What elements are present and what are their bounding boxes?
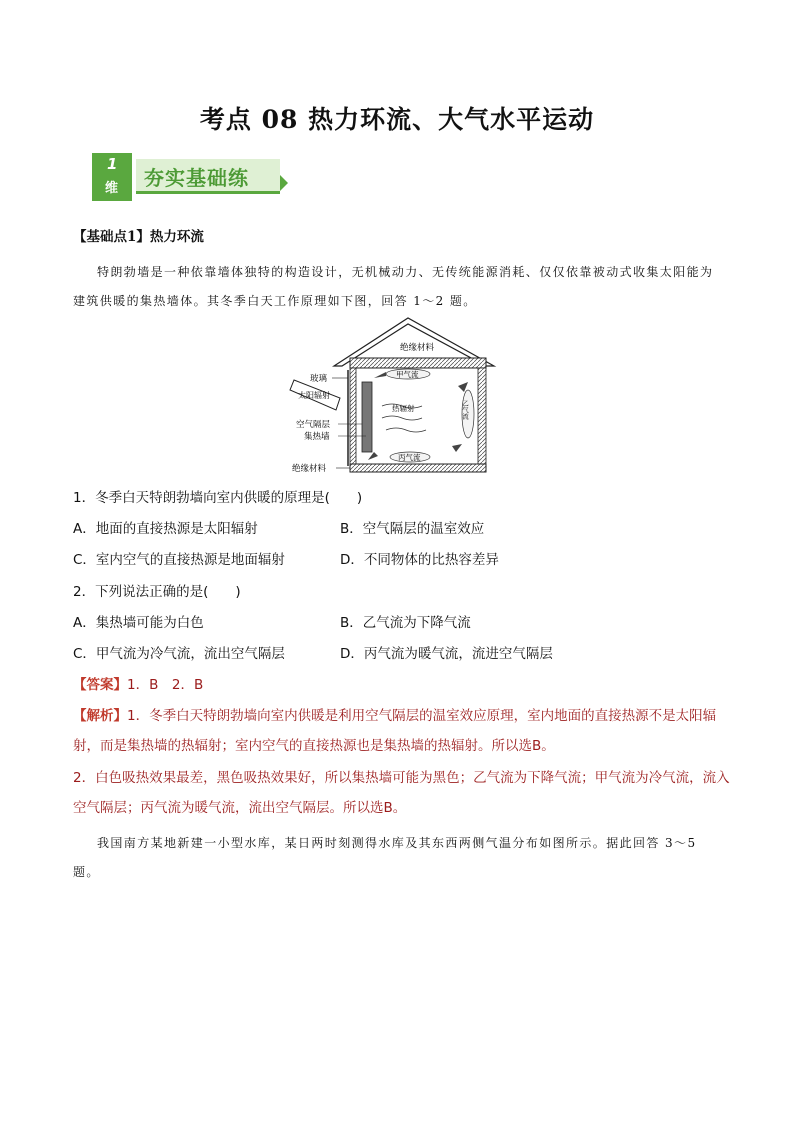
q2-option-d: D．丙气流为暖气流，流进空气隔层 — [340, 646, 553, 662]
answer-line — [73, 673, 203, 693]
q2-option-a: A．集热墙可能为白色 — [73, 615, 204, 631]
q1-stem: 1．冬季白天特朗勃墙向室内供暖的原理是( ) — [73, 490, 363, 506]
label-glass: 玻璃 — [310, 374, 328, 384]
label-heat-radiation: 热辐射 — [392, 404, 415, 413]
badge-number: 1 — [107, 155, 118, 173]
analysis-p1 — [73, 701, 733, 761]
analysis-tag: 【解析】 — [73, 708, 127, 724]
banner-badge — [92, 153, 132, 201]
badge-unit: 维 — [105, 181, 119, 196]
q2-stem: 2．下列说法正确的是( ) — [73, 584, 241, 600]
label-jia-flow: 甲气流 — [396, 370, 419, 379]
q1-option-d: D．不同物体的比热容差异 — [340, 552, 499, 568]
trombe-wall-diagram — [282, 314, 504, 480]
label-solar: 太阳辐射 — [298, 391, 330, 400]
q2-option-c: C．甲气流为冷气流，流出空气隔层 — [73, 646, 285, 662]
banner-bar — [136, 159, 280, 194]
q1-option-b: B．空气隔层的温室效应 — [340, 521, 485, 537]
label-insulation-bottom: 绝缘材料 — [292, 464, 327, 474]
analysis-p1-text: 1．冬季白天特朗勃墙向室内供暖是利用空气隔层的温室效应原理，室内地面的直接热源不是太阳辐射，而是集热墙的热辐射；室内空气的直接热源也是集热墙的热辐射。所以选B。 — [73, 708, 717, 754]
label-heat-wall: 集热墙 — [304, 432, 330, 442]
answer-tag: 【答案】 — [73, 677, 127, 693]
banner-label: 夯实基础练 — [144, 166, 249, 190]
answer-text: 1．B 2．B — [127, 677, 204, 693]
q1-option-a: A．地面的直接热源是太阳辐射 — [73, 521, 258, 537]
section-banner — [92, 153, 287, 201]
q1-option-c: C．室内空气的直接热源是地面辐射 — [73, 552, 285, 568]
next-intro-paragraph: 我国南方某地新建一小型水库，某日两时刻测得水库及其东西两侧气温分布如图所示。据此回答 3～5 题。 — [73, 836, 697, 879]
intro-paragraph: 特朗勃墙是一种依靠墙体独特的构造设计，无机械动力、无传统能源消耗、仅仅依靠被动式收集太阳能为建筑供暖的集热墙体。其冬季白天工作原理如下图，回答 1～2 题。 — [73, 265, 714, 308]
label-insulation-top: 绝缘材料 — [400, 343, 435, 353]
analysis-p2: 2．白色吸热效果最差，黑色吸热效果好，所以集热墙可能为黑色；乙气流为下降气流；甲气流为冷气流，流入空气隔层；丙气流为暖气流，流出空气隔层。所以选B。 — [73, 770, 730, 816]
label-air-layer: 空气隔层 — [296, 420, 331, 430]
label-bing-flow: 丙气流 — [398, 453, 421, 462]
q2-option-b: B．乙气流为下降气流 — [340, 615, 471, 631]
page-title: 考点 08 热力环流、大气水平运动 — [199, 105, 595, 134]
label-yi-flow: 乙气流 — [461, 400, 469, 420]
section-heading: 【基础点1】热力环流 — [73, 229, 204, 245]
